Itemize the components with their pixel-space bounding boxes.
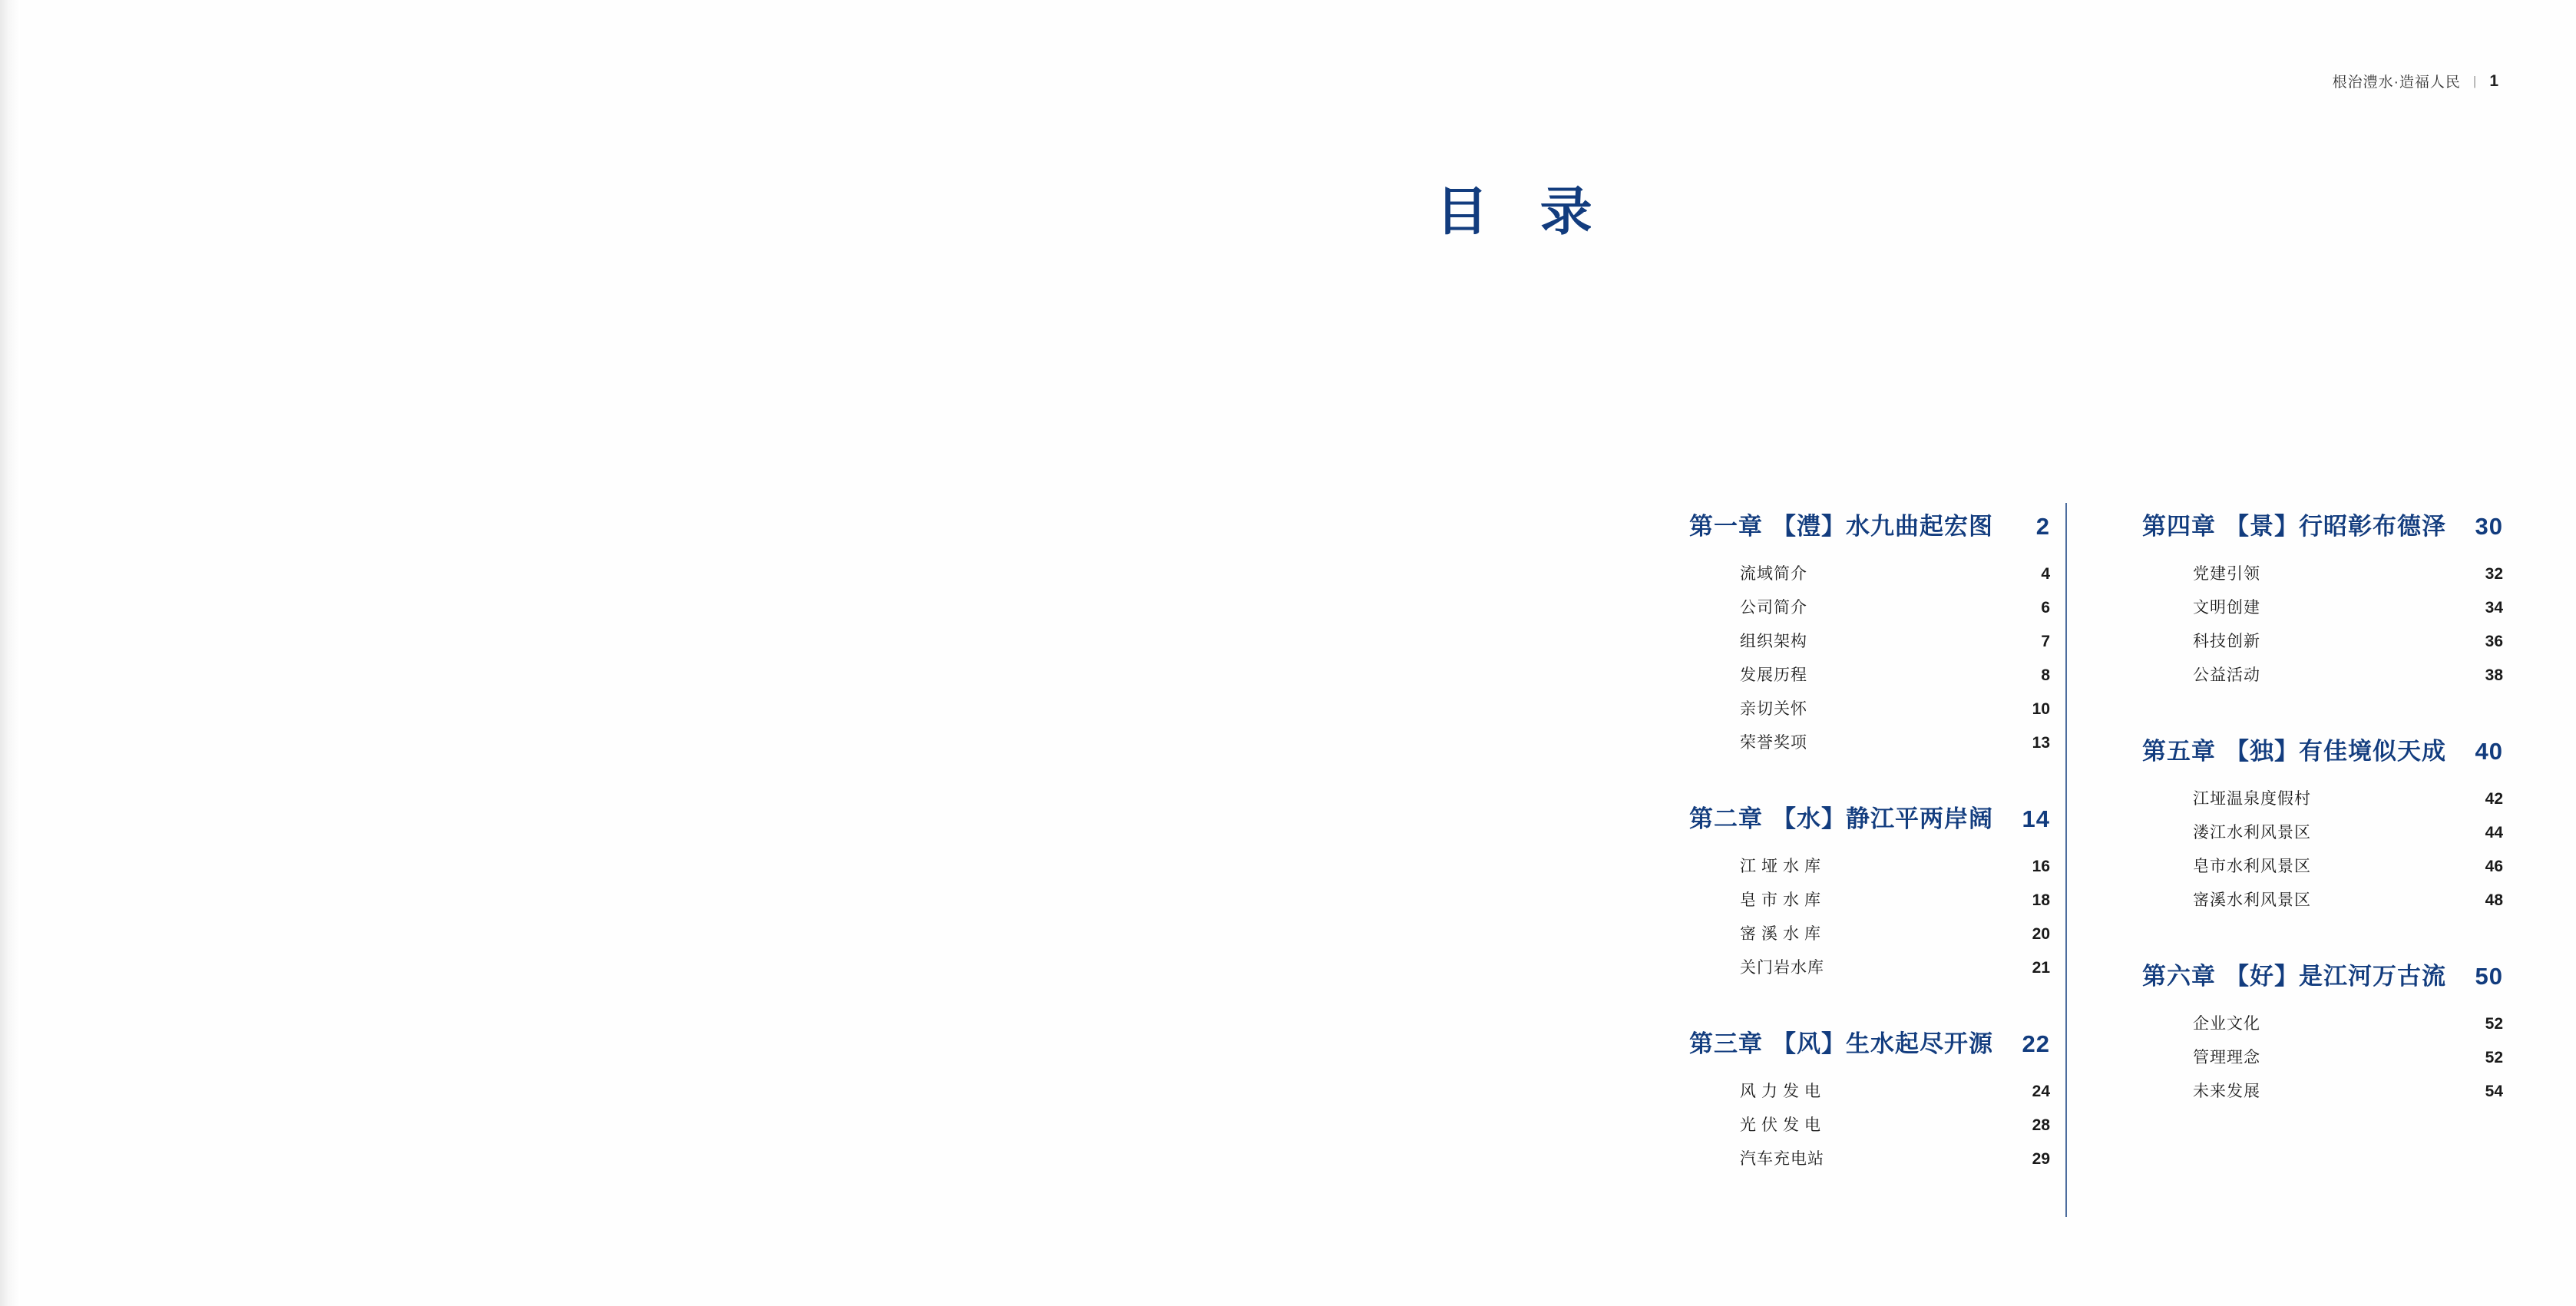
toc-column-left: [1643, 507, 2050, 1186]
toc-entry-label: 亲切关怀: [1740, 700, 1807, 718]
toc-entry-page: 24: [2032, 1083, 2050, 1100]
chapter-entries: [2096, 786, 2503, 911]
toc-entry-page: 16: [2032, 858, 2050, 875]
toc-entry-page: 42: [2485, 790, 2503, 808]
chapter-title: 【风】生水起尽开源: [1772, 1030, 1993, 1057]
toc-entry-label: 流域简介: [1740, 565, 1807, 583]
toc-chapter: [2096, 507, 2503, 686]
toc-entry[interactable]: [2193, 820, 2503, 843]
toc-entry[interactable]: [1740, 696, 2050, 719]
toc-entry[interactable]: [2193, 854, 2503, 877]
toc-entry-page: 18: [2032, 891, 2050, 909]
toc-entry-label: 汽车充电站: [1740, 1150, 1824, 1168]
toc-column-right: [2050, 507, 2503, 1186]
chapter-page-number: 14: [2022, 805, 2050, 832]
toc-entry[interactable]: [1740, 921, 2050, 944]
toc-entry-label: 江垭水库: [1740, 858, 1826, 875]
toc-entry-label: 宻溪水库: [1740, 925, 1826, 943]
chapter-label: 第六章: [2142, 963, 2216, 990]
toc-entry[interactable]: [1740, 1113, 2050, 1136]
toc-entry-label: 皂市水库: [1740, 891, 1826, 909]
chapter-heading[interactable]: [1643, 507, 2050, 541]
toc-entry[interactable]: [1740, 955, 2050, 978]
toc-entry-label: 文明创建: [2193, 599, 2260, 617]
running-head: [2333, 71, 2499, 91]
toc-entry[interactable]: [2193, 561, 2503, 584]
toc-entry[interactable]: [1740, 663, 2050, 686]
toc-entry-label: 管理理念: [2193, 1049, 2260, 1066]
toc-entry-label: 公司简介: [1740, 599, 1807, 617]
toc-entry-page: 8: [2041, 666, 2050, 684]
toc-entry[interactable]: [2193, 1045, 2503, 1068]
toc-entry[interactable]: [2193, 1079, 2503, 1102]
toc-entry[interactable]: [1740, 561, 2050, 584]
chapter-page-number: 30: [2475, 513, 2503, 540]
toc-entry-page: 52: [2485, 1015, 2503, 1033]
toc-entry-label: 光伏发电: [1740, 1116, 1826, 1134]
toc-entry[interactable]: [1740, 730, 2050, 753]
toc-entry-label: 公益活动: [2193, 666, 2260, 684]
chapter-label: 第五章: [2142, 738, 2216, 765]
toc-entry[interactable]: [2193, 629, 2503, 652]
toc-entry-label: 关门岩水库: [1740, 959, 1824, 977]
toc-chapter: [1643, 1024, 2050, 1169]
toc-entry[interactable]: [2193, 786, 2503, 809]
toc-entry[interactable]: [1740, 1079, 2050, 1102]
toc-entry-page: 20: [2032, 925, 2050, 943]
toc-entry-label: 溇江水利风景区: [2193, 824, 2311, 841]
running-head-separator: |: [2472, 73, 2478, 88]
chapter-entries: [1643, 1079, 2050, 1169]
running-head-text: 根治澧水·造福人民: [2332, 74, 2461, 91]
toc-entry-page: 7: [2041, 633, 2050, 650]
chapter-label: 第四章: [2142, 513, 2216, 540]
chapter-heading[interactable]: [2096, 957, 2503, 991]
chapter-label: 第二章: [1689, 805, 1763, 832]
toc-entry[interactable]: [1740, 595, 2050, 618]
toc-entry[interactable]: [2193, 888, 2503, 911]
toc-entry-label: 党建引领: [2193, 565, 2260, 583]
toc-entry[interactable]: [1740, 888, 2050, 911]
chapter-entries: [1643, 854, 2050, 978]
page-title: 目 录: [1436, 182, 1609, 243]
toc-entry-page: 13: [2032, 734, 2050, 752]
toc-entry-label: 发展历程: [1740, 666, 1807, 684]
toc-entry-page: 4: [2041, 565, 2050, 583]
toc-entry-page: 28: [2032, 1116, 2050, 1134]
chapter-title: 【独】有佳境似天成: [2225, 738, 2446, 765]
toc-entry[interactable]: [2193, 663, 2503, 686]
toc-entry-page: 32: [2485, 565, 2503, 583]
toc-entry-page: 46: [2485, 858, 2503, 875]
chapter-entries: [1643, 561, 2050, 753]
chapter-label: 第三章: [1689, 1030, 1763, 1057]
chapter-title: 【澧】水九曲起宏图: [1772, 513, 1993, 540]
toc-entry-label: 未来发展: [2193, 1083, 2260, 1100]
chapter-page-number: 2: [2035, 513, 2050, 540]
toc-entry-label: 江垭温泉度假村: [2193, 790, 2311, 808]
toc-entry-label: 皂市水利风景区: [2193, 858, 2311, 875]
toc-entry-page: 54: [2485, 1083, 2503, 1100]
toc-entry-page: 10: [2032, 700, 2050, 718]
chapter-page-number: 50: [2475, 963, 2503, 990]
toc-entry[interactable]: [1740, 854, 2050, 877]
toc-entry-page: 34: [2485, 599, 2503, 617]
chapter-title: 【景】行昭彰布德泽: [2225, 513, 2446, 540]
toc-entry-page: 52: [2485, 1049, 2503, 1066]
chapter-heading[interactable]: [2096, 732, 2503, 766]
chapter-page-number: 22: [2022, 1030, 2050, 1057]
toc-columns: [1643, 507, 2503, 1186]
toc-entry[interactable]: [2193, 595, 2503, 618]
running-head-page-number: 1: [2489, 71, 2499, 90]
chapter-heading[interactable]: [2096, 507, 2503, 541]
toc-chapter: [2096, 957, 2503, 1102]
toc-entry-page: 48: [2485, 891, 2503, 909]
toc-entry-label: 组织架构: [1740, 633, 1807, 650]
toc-entry-page: 36: [2485, 633, 2503, 650]
toc-entry-label: 荣誉奖项: [1740, 734, 1807, 752]
chapter-entries: [2096, 1011, 2503, 1102]
chapter-heading[interactable]: [1643, 799, 2050, 834]
chapter-entries: [2096, 561, 2503, 686]
toc-entry[interactable]: [1740, 1146, 2050, 1169]
toc-entry-page: 44: [2485, 824, 2503, 841]
chapter-heading[interactable]: [1643, 1024, 2050, 1059]
chapter-title: 【好】是江河万古流: [2225, 963, 2446, 990]
toc-entry[interactable]: [2193, 1011, 2503, 1034]
chapter-title: 【水】静江平两岸阔: [1772, 805, 1993, 832]
chapter-page-number: 40: [2475, 738, 2503, 765]
toc-entry-page: 21: [2032, 959, 2050, 977]
toc-entry-page: 38: [2485, 666, 2503, 684]
toc-chapter: [1643, 799, 2050, 978]
toc-entry-page: 6: [2041, 599, 2050, 617]
toc-entry-label: 风力发电: [1740, 1083, 1826, 1100]
toc-entry-label: 企业文化: [2193, 1015, 2260, 1033]
toc-entry-label: 科技创新: [2193, 633, 2260, 650]
toc-chapter: [2096, 732, 2503, 911]
toc-entry-page: 29: [2032, 1150, 2050, 1168]
toc-entry-label: 宻溪水利风景区: [2193, 891, 2311, 909]
page-spine-shadow: [0, 0, 20, 1306]
toc-chapter: [1643, 507, 2050, 753]
chapter-label: 第一章: [1689, 513, 1763, 540]
toc-entry[interactable]: [1740, 629, 2050, 652]
